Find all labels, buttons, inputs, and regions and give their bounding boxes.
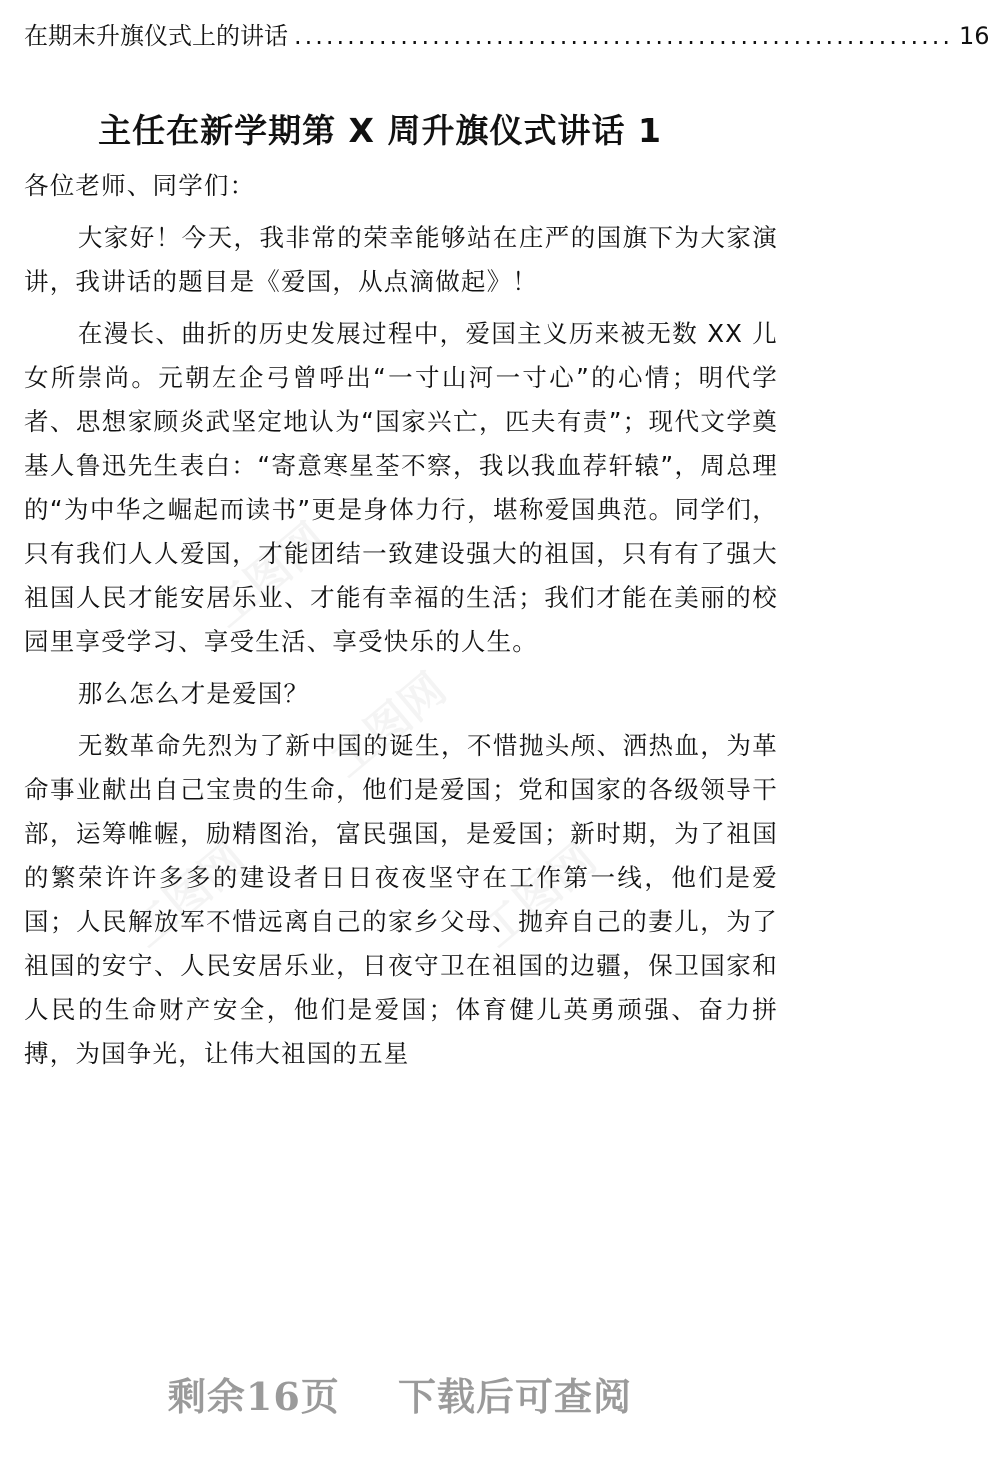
paragraph-4: 无数革命先烈为了新中国的诞生，不惜抛头颅、洒热血，为革命事业献出自己宝贵的生命，他们是爱国；党和国家的各级领导干部，运筹帷幄，励精图治，富民强国，是爱国；新时期，为了祖国的繁荣许许多多的建设者日日夜夜坚守在工作第一线，他们是爱国；人民解放军不惜远离自己的家乡父母、抛弃自己的妻儿，为了祖国的安宁、人民安居乐业，日夜守卫在祖国的边疆，保卫国家和人民的生命财产安全，他们是爱国；体育健儿英勇顽强、奋力拼搏，为国争光，让伟大祖国的五星 xyxy=(24,731,778,1068)
paragraph-3: 那么怎么才是爱国？ xyxy=(77,679,310,708)
remaining-pages-label: 剩余16页 xyxy=(167,1374,340,1419)
toc-entry-title: 在期末升旗仪式上的讲话 xyxy=(24,22,288,50)
document-title: 主任在新学期第 X 周升旗仪式讲话 1 xyxy=(98,111,662,150)
paragraph-1: 大家好！今天，我非常的荣幸能够站在庄严的国旗下为大家演讲，我讲话的题目是《爱国，从点滴做起》！ xyxy=(24,223,778,296)
toc-leader-dots: .............................................................. xyxy=(294,22,953,50)
download-to-view-label[interactable]: 下载后可查阅 xyxy=(398,1374,633,1419)
paragraph-2: 在漫长、曲折的历史发展过程中，爱国主义历来被无数 XX 儿女所崇尚。元朝左企弓曾呼出“一寸山河一寸心”的心情；明代学者、思想家顾炎武坚定地认为“国家兴亡，匹夫有责”；现代文学奠基人鲁迅先生表白：“寄意寒星荃不察，我以我血荐轩辕”，周总理的“为中华之崛起而读书”更是身体力行，堪称爱国典范。同学们，只有我们人人爱国，才能团结一致建设强大的祖国，只有有了强大祖国人民才能安居乐业、才能有幸福的生活；我们才能在美丽的校园里享受学习、享受生活、享受快乐的人生。 xyxy=(24,319,778,656)
salutation: 各位老师、同学们： xyxy=(24,171,256,200)
download-banner[interactable] xyxy=(0,1366,800,1421)
toc-entry[interactable] xyxy=(24,18,990,54)
document-body xyxy=(24,164,778,1076)
toc-page-number: 16 xyxy=(959,22,990,50)
